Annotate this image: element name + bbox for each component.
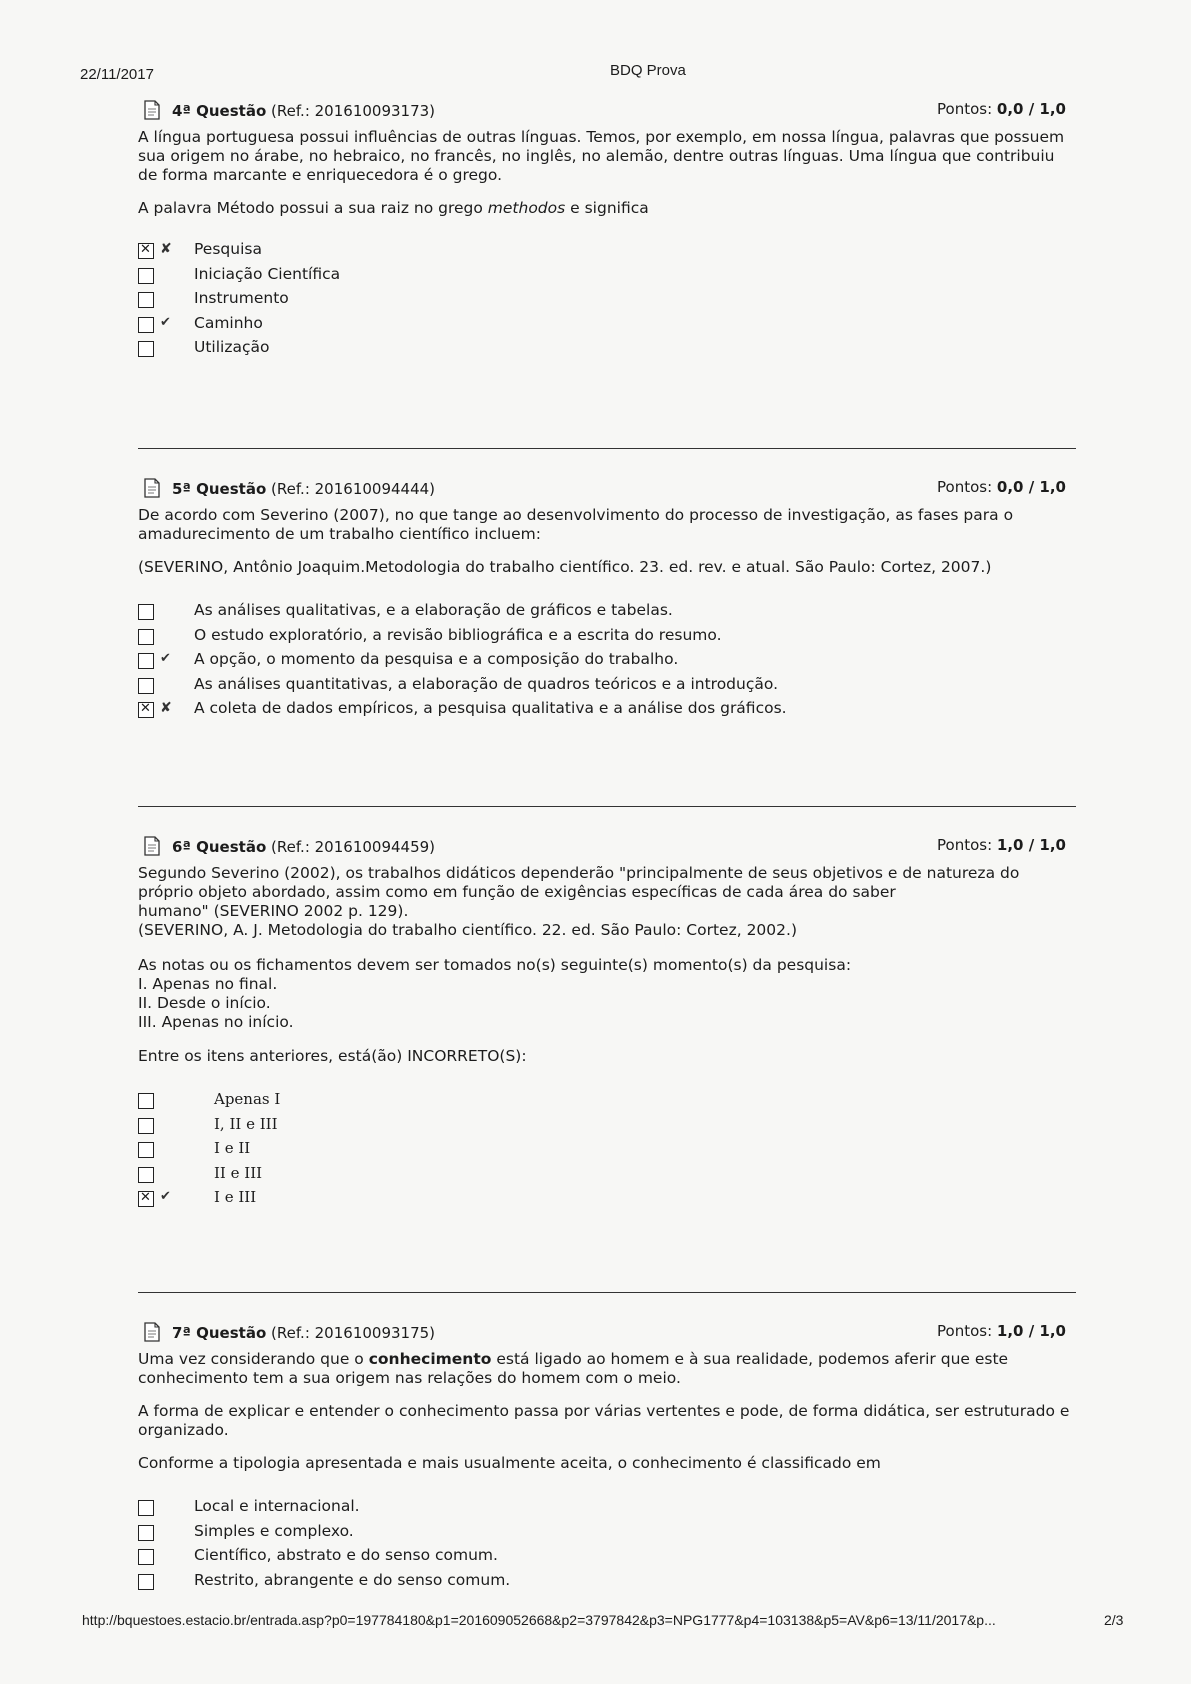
option-item[interactable]: [138, 601, 1076, 626]
cross-mark-icon: ✘: [160, 241, 172, 257]
text-line: As notas ou os fichamentos devem ser tomados no(s) seguinte(s) momento(s) da pesquisa:: [138, 956, 852, 974]
option-list: [138, 240, 1076, 363]
divider: [138, 806, 1076, 807]
question-text: A língua portuguesa possui influências de outras línguas. Temos, por exemplo, em nossa língua, palavras que possuem sua origem no árabe, no hebraico, no francês, no inglês, no alemão, dentre outras línguas. Uma língua que contribuiu de forma marcante e enriquecedora é o grego.: [138, 128, 1065, 184]
question-stem: A palavra Método possui a sua raiz no grego methodos e significa: [138, 199, 649, 217]
option-text: I e II: [214, 1139, 251, 1157]
page-number: 2/3: [1104, 1612, 1124, 1628]
checkbox[interactable]: [138, 1549, 154, 1565]
option-item[interactable]: [138, 1546, 1076, 1571]
option-text: O estudo exploratório, a revisão bibliográfica e a escrita do resumo.: [194, 625, 722, 644]
document-icon[interactable]: [144, 836, 160, 856]
option-text: II e III: [214, 1163, 263, 1182]
divider: [138, 1292, 1076, 1293]
checkbox[interactable]: [138, 1093, 154, 1109]
question-header: [138, 100, 1076, 124]
question-number: 5ª Questão (Ref.: 201610094444): [172, 480, 436, 498]
question-points: Pontos: 0,0 / 1,0: [937, 100, 1066, 118]
question-header: [138, 1322, 1076, 1346]
option-item[interactable]: [138, 1497, 1076, 1522]
text-line: (SEVERINO, A. J. Metodologia do trabalho científico. 22. ed. São Paulo: Cortez, 2002.): [138, 921, 797, 939]
question-points: Pontos: 1,0 / 1,0: [937, 1322, 1066, 1340]
question-points: Pontos: 0,0 / 1,0: [937, 478, 1066, 496]
option-text: As análises qualitativas, e a elaboração de gráficos e tabelas.: [194, 601, 673, 619]
option-item[interactable]: [138, 265, 1076, 290]
checkbox[interactable]: [138, 268, 154, 284]
option-text: A coleta de dados empíricos, a pesquisa qualitativa e a análise dos gráficos.: [194, 699, 787, 717]
question-6: [138, 836, 1076, 1213]
option-item[interactable]: [138, 1188, 1076, 1213]
question-text: Uma vez considerando que o conhecimento está ligado ao homem e à sua realidade, podemos aferir que este conhecimento tem a sua origem nas relações do homem com o meio.: [138, 1350, 1009, 1387]
question-text: [138, 864, 1076, 940]
question-5: [138, 478, 1076, 724]
question-4: [138, 100, 1076, 363]
option-text: Local e internacional.: [194, 1497, 360, 1515]
option-text: As análises quantitativas, a elaboração de quadros teóricos e a introdução.: [194, 674, 779, 693]
question-ref: (Ref.: 201610093173): [271, 102, 436, 120]
text-line: III. Apenas no início.: [138, 1013, 294, 1031]
option-item[interactable]: [138, 699, 1076, 724]
question-header: [138, 478, 1076, 502]
option-item[interactable]: [138, 289, 1076, 314]
option-item[interactable]: [138, 338, 1076, 363]
option-item[interactable]: [138, 314, 1076, 339]
question-7: [138, 1322, 1076, 1595]
checkbox[interactable]: [138, 604, 154, 620]
checkbox[interactable]: [138, 1500, 154, 1516]
checkbox[interactable]: [138, 341, 154, 357]
question-stem: Entre os itens anteriores, está(ão) INCORRETO(S):: [138, 1047, 527, 1065]
checkbox[interactable]: [138, 243, 154, 259]
page-footer: [0, 1612, 1191, 1634]
question-number: 6ª Questão (Ref.: 201610094459): [172, 838, 436, 856]
option-item[interactable]: [138, 1522, 1076, 1547]
option-item[interactable]: [138, 650, 1076, 675]
option-list: [138, 1090, 1076, 1213]
option-text: I e III: [214, 1188, 257, 1206]
cross-mark-icon: ✘: [160, 700, 172, 716]
option-list: [138, 601, 1076, 724]
check-icon: ✔: [160, 314, 171, 330]
checkbox[interactable]: [138, 653, 154, 669]
question-statements: [138, 956, 1076, 1032]
option-item[interactable]: [138, 1164, 1076, 1189]
option-text: A opção, o momento da pesquisa e a composição do trabalho.: [194, 650, 679, 668]
question-number: 7ª Questão (Ref.: 201610093175): [172, 1324, 436, 1342]
text-line: II. Desde o início.: [138, 994, 271, 1012]
check-icon: ✔: [160, 1189, 171, 1204]
checkbox[interactable]: [138, 1167, 154, 1183]
text-line: humano" (SEVERINO 2002 p. 129).: [138, 902, 409, 920]
option-text: Simples e complexo.: [194, 1521, 354, 1540]
checkbox[interactable]: [138, 629, 154, 645]
text-line: próprio objeto abordado, assim como em função de exigências específicas de cada área do saber: [138, 883, 896, 901]
option-text: Pesquisa: [194, 240, 262, 258]
option-text: Utilização: [194, 338, 270, 356]
checkbox[interactable]: [138, 292, 154, 308]
checkbox[interactable]: [138, 678, 154, 694]
question-ref: (Ref.: 201610094459): [271, 838, 436, 856]
print-date: 22/11/2017: [80, 66, 154, 83]
checkbox[interactable]: [138, 1574, 154, 1590]
option-text: Caminho: [194, 313, 263, 332]
checkbox[interactable]: [138, 1191, 154, 1207]
document-icon[interactable]: [144, 478, 160, 498]
question-text: De acordo com Severino (2007), no que tange ao desenvolvimento do processo de investigação, as fases para o amadurecimento de um trabalho científico incluem:: [138, 506, 1014, 543]
question-text: A forma de explicar e entender o conhecimento passa por várias vertentes e pode, de forma didática, ser estruturado e organizado.: [138, 1402, 1070, 1439]
question-ref: (Ref.: 201610093175): [271, 1324, 436, 1342]
option-list: [138, 1497, 1076, 1595]
question-header: [138, 836, 1076, 860]
divider: [138, 448, 1076, 449]
question-points: Pontos: 1,0 / 1,0: [937, 836, 1066, 854]
option-item[interactable]: [138, 1571, 1076, 1596]
page-title: BDQ Prova: [610, 62, 686, 79]
option-item[interactable]: [138, 675, 1076, 700]
document-icon[interactable]: [144, 1322, 160, 1342]
option-item[interactable]: [138, 1139, 1076, 1164]
check-icon: ✔: [160, 651, 171, 666]
option-item[interactable]: [138, 240, 1076, 265]
option-text: Científico, abstrato e do senso comum.: [194, 1546, 498, 1564]
checkbox[interactable]: [138, 317, 154, 333]
text-line: Segundo Severino (2002), os trabalhos didáticos dependerão "principalmente de seus objetivos e de natureza do: [138, 864, 1020, 882]
text-line: I. Apenas no final.: [138, 975, 278, 993]
option-text: Restrito, abrangente e do senso comum.: [194, 1570, 511, 1589]
option-text: Instrumento: [194, 289, 289, 307]
footer-url[interactable]: http://bquestoes.estacio.br/entrada.asp?p0=197784180&p1=201609052668&p2=3797842&p3=NPG1777&p4=103138&p5=AV&p6=13/11/2017&p...: [82, 1612, 996, 1628]
option-text: Iniciação Científica: [194, 264, 341, 283]
page-header: [0, 62, 1191, 86]
option-item[interactable]: [138, 626, 1076, 651]
checkbox[interactable]: [138, 1118, 154, 1134]
option-text: Apenas I: [214, 1090, 281, 1108]
option-text: I, II e III: [214, 1114, 278, 1133]
question-stem: Conforme a tipologia apresentada e mais usualmente aceita, o conhecimento é classificado em: [138, 1454, 881, 1472]
question-citation: (SEVERINO, Antônio Joaquim.Metodologia do trabalho científico. 23. ed. rev. e atual. São Paulo: Cortez, 2007.): [138, 558, 992, 576]
document-icon[interactable]: [144, 100, 160, 120]
checkbox[interactable]: [138, 702, 154, 718]
checkbox[interactable]: [138, 1142, 154, 1158]
option-item[interactable]: [138, 1090, 1076, 1115]
checkbox[interactable]: [138, 1525, 154, 1541]
question-number: 4ª Questão (Ref.: 201610093173): [172, 102, 436, 120]
option-item[interactable]: [138, 1115, 1076, 1140]
question-ref: (Ref.: 201610094444): [271, 480, 436, 498]
